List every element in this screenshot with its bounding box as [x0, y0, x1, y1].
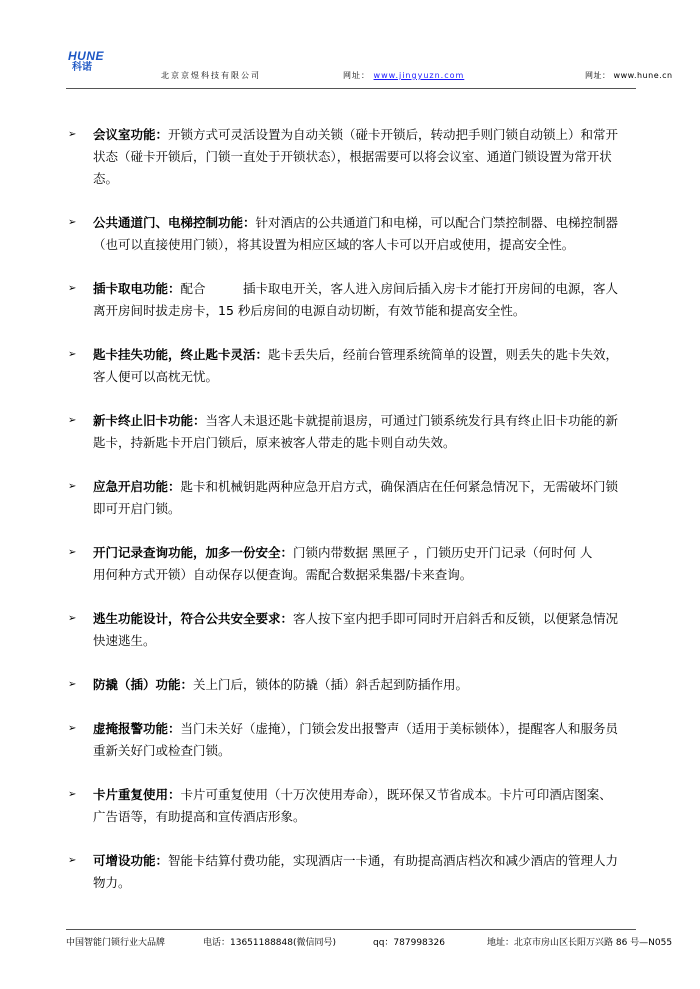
feature-desc-line2: 状态（碰卡开锁后，门锁一直处于开锁状态），根据需要可以将会议室、通道门锁设置为常开状	[93, 149, 612, 164]
feature-title: 公共通道门、电梯控制功能：	[93, 215, 256, 230]
logo-text-en: HUNE	[68, 49, 105, 63]
arrow-bullet-icon: ➢	[68, 217, 77, 228]
feature-desc-line1: 匙卡丢失后，经前台管理系统简单的设置，则丢失的匙卡失效，	[268, 347, 619, 362]
feature-title: 卡片重复使用：	[93, 787, 181, 802]
feature-desc-line1: 配合 插卡取电开关，客人进入房间后插入房卡才能打开房间的电源，客人	[180, 281, 619, 296]
arrow-bullet-icon: ➢	[68, 547, 77, 558]
website-2-label: 网址：	[585, 71, 611, 80]
feature-desc-line1: 智能卡结算付费功能，实现酒店一卡通，有助提高酒店档次和减少酒店的管理人力	[168, 853, 619, 868]
feature-desc-line1: 开锁方式可灵活设置为自动关锁（碰卡开锁后，转动把手则门锁自动锁上）和常开	[168, 127, 619, 142]
feature-title: 逃生功能设计，符合公共安全要求：	[93, 611, 294, 626]
feature-desc-line2: 物力。	[93, 875, 131, 890]
feature-item	[66, 608, 646, 652]
feature-title: 插卡取电功能：	[93, 281, 181, 296]
feature-title: 新卡终止旧卡功能：	[93, 413, 206, 428]
page-header	[0, 0, 700, 90]
feature-item	[66, 278, 646, 322]
feature-item	[66, 212, 646, 256]
hune-logo	[68, 50, 108, 78]
arrow-bullet-icon: ➢	[68, 679, 77, 690]
footer-qq: qq：787998326	[373, 938, 445, 948]
feature-title: 会议室功能：	[93, 127, 169, 142]
arrow-bullet-icon: ➢	[68, 855, 77, 866]
footer-address: 地址：北京市房山区长阳万兴路 86 号—N055	[487, 938, 673, 948]
feature-desc-line2: 匙卡，持新匙卡开启门锁后，原来被客人带走的匙卡则自动失效。	[93, 435, 456, 450]
website-1-label: 网址：	[343, 71, 370, 80]
feature-desc-line2: 即可开启门锁。	[93, 501, 181, 516]
arrow-bullet-icon: ➢	[68, 481, 77, 492]
feature-title: 开门记录查询功能，加多一份安全：	[93, 545, 294, 560]
arrow-bullet-icon: ➢	[68, 789, 77, 800]
feature-item	[66, 718, 646, 762]
feature-item	[66, 542, 646, 586]
feature-item	[66, 344, 646, 388]
feature-desc-line1: 当客人未退还匙卡就提前退房，可通过门锁系统发行具有终止旧卡功能的新	[205, 413, 619, 428]
feature-item	[66, 476, 646, 520]
arrow-bullet-icon: ➢	[68, 283, 77, 294]
feature-title: 应急开启功能：	[93, 479, 181, 494]
feature-desc-line3: 态。	[93, 171, 119, 186]
feature-desc-line2: 离开房间时拔走房卡，15 秒后房间的电源自动切断，有效节能和提高安全性。	[93, 303, 526, 318]
feature-desc-line2: 重新关好门或检查门锁。	[93, 743, 231, 758]
footer-divider	[66, 929, 636, 930]
feature-item	[66, 850, 646, 894]
header-divider	[66, 88, 636, 89]
arrow-bullet-icon: ➢	[68, 415, 77, 426]
feature-desc-line2: 快速逃生。	[93, 633, 156, 648]
feature-title: 匙卡挂失功能，终止匙卡灵活：	[93, 347, 269, 362]
arrow-bullet-icon: ➢	[68, 349, 77, 360]
arrow-bullet-icon: ➢	[68, 723, 77, 734]
website-2	[585, 70, 673, 81]
feature-desc-line1: 匙卡和机械钥匙两种应急开启方式，确保酒店在任何紧急情况下，无需破坏门锁	[180, 479, 619, 494]
website-1-link[interactable]: www.jingyuzn.com	[373, 71, 465, 80]
feature-desc-line1: 关上门后，锁体的防撬（插）斜舌起到防插作用。	[193, 677, 469, 692]
feature-title: 可增设功能：	[93, 853, 169, 868]
feature-item	[66, 410, 646, 454]
website-1	[343, 70, 464, 81]
feature-desc-line2: （也可以直接使用门锁），将其设置为相应区域的客人卡可以开启或使用，提高安全性。	[93, 237, 575, 252]
feature-desc-line1: 卡片可重复使用（十万次使用寿命），既环保又节省成本。卡片可印酒店图案、	[180, 787, 612, 802]
website-2-url: www.hune.cn	[613, 71, 673, 80]
footer-phone: 电话：13651188848(微信同号)	[203, 938, 337, 948]
feature-item	[66, 784, 646, 828]
feature-desc-line2: 客人便可以高枕无忧。	[93, 369, 219, 384]
feature-desc-line1: 针对酒店的公共通道门和电梯，可以配合门禁控制器、电梯控制器	[255, 215, 619, 230]
arrow-bullet-icon: ➢	[68, 129, 77, 140]
feature-title: 防撬（插）功能：	[93, 677, 194, 692]
feature-title: 虚掩报警功能：	[93, 721, 181, 736]
company-name: 北京京煜科技有限公司	[161, 71, 261, 80]
footer-brand: 中国智能门锁行业大品牌	[66, 938, 166, 948]
feature-desc-line1: 当门未关好（虚掩），门锁会发出报警声（适用于美标锁体），提醒客人和服务员	[180, 721, 619, 736]
arrow-bullet-icon: ➢	[68, 613, 77, 624]
feature-list	[66, 124, 646, 894]
feature-desc-line1: 门锁内带数据 黑匣子 ，门锁历史开门记录（何时何 人	[293, 545, 593, 560]
feature-desc-line2: 广告语等，有助提高和宣传酒店形象。	[93, 809, 306, 824]
feature-item	[66, 674, 646, 696]
feature-desc-line1: 客人按下室内把手即可同时开启斜舌和反锁，以便紧急情况	[293, 611, 619, 626]
logo-text-zh: 科诺	[72, 62, 92, 73]
feature-item	[66, 124, 646, 190]
feature-desc-line2: 用何种方式开锁）自动保存以便查询。需配合数据采集器/卡来查询。	[93, 567, 473, 582]
